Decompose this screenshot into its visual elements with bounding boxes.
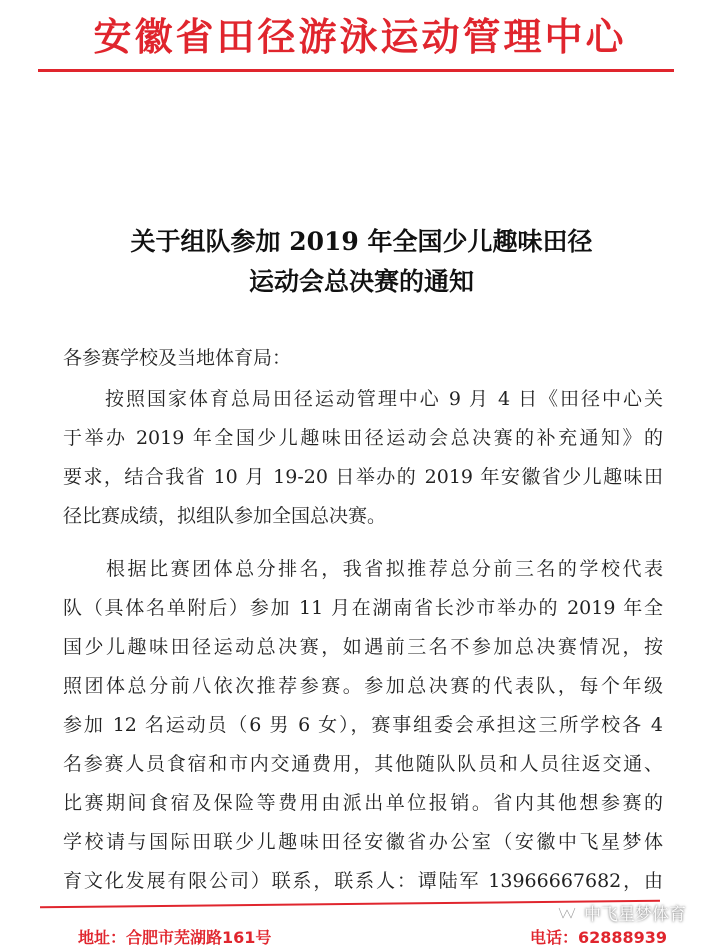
paragraph-1 bbox=[63, 380, 663, 536]
paragraph-line: 国少儿趣味田径运动总决赛，如遇前三名不参加总决赛情况，按 bbox=[63, 636, 663, 658]
footer-address: 地址：合肥市芜湖路161号 bbox=[78, 928, 272, 947]
paragraph-line: 学校请与国际田联少儿趣味田径安徽省办公室（安徽中飞星梦体 bbox=[63, 831, 663, 853]
paragraph-line: 要求，结合我省 10 月 19-20 日举办的 2019 年安徽省少儿趣味田 bbox=[63, 466, 663, 488]
footer-phone: 电话：62888939 bbox=[530, 928, 668, 947]
document-title-line-2: 运动会总决赛的通知 bbox=[248, 267, 474, 296]
document-title-line-1: 关于组队参加 2019 年全国少儿趣味田径 bbox=[130, 227, 593, 256]
paragraph-line: 参加 12 名运动员（6 男 6 女），赛事组委会承担这三所学校各 4 bbox=[63, 714, 663, 736]
paragraph-line: 按照国家体育总局田径运动管理中心 9 月 4 日《田径中心关 bbox=[63, 388, 663, 410]
paragraph-line: 根据比赛团体总分排名，我省拟推荐总分前三名的学校代表 bbox=[63, 558, 663, 580]
letterhead-divider bbox=[38, 69, 674, 72]
paragraph-line: 育文化发展有限公司）联系，联系人：谭陆军 13966667682，由 bbox=[63, 870, 663, 892]
paragraph-line: 径比赛成绩，拟组队参加全国总决赛。 bbox=[63, 505, 387, 527]
salutation: 各参赛学校及当地体育局： bbox=[63, 347, 292, 369]
watermark-text: 中飞星梦体育 bbox=[584, 905, 686, 925]
letterhead-org-name: 安徽省田径游泳运动管理中心 bbox=[93, 14, 627, 59]
paragraph-line: 队（具体名单附后）参加 11 月在湖南省长沙市举办的 2019 年全 bbox=[63, 597, 663, 619]
paragraph-2 bbox=[63, 550, 663, 901]
watermark bbox=[556, 900, 686, 925]
paragraph-line: 比赛期间食宿及保险等费用由派出单位报销。省内其他想参赛的 bbox=[63, 792, 663, 814]
paragraph-line: 名参赛人员食宿和市内交通费用，其他随队队员和人员往返交通、 bbox=[63, 753, 663, 775]
paragraph-line: 于举办 2019 年全国少儿趣味田径运动会总决赛的补充通知》的 bbox=[63, 427, 663, 449]
paragraph-line: 照团体总分前八依次推荐参赛。参加总决赛的代表队，每个年级 bbox=[63, 675, 663, 697]
wechat-channel-icon bbox=[556, 903, 578, 923]
